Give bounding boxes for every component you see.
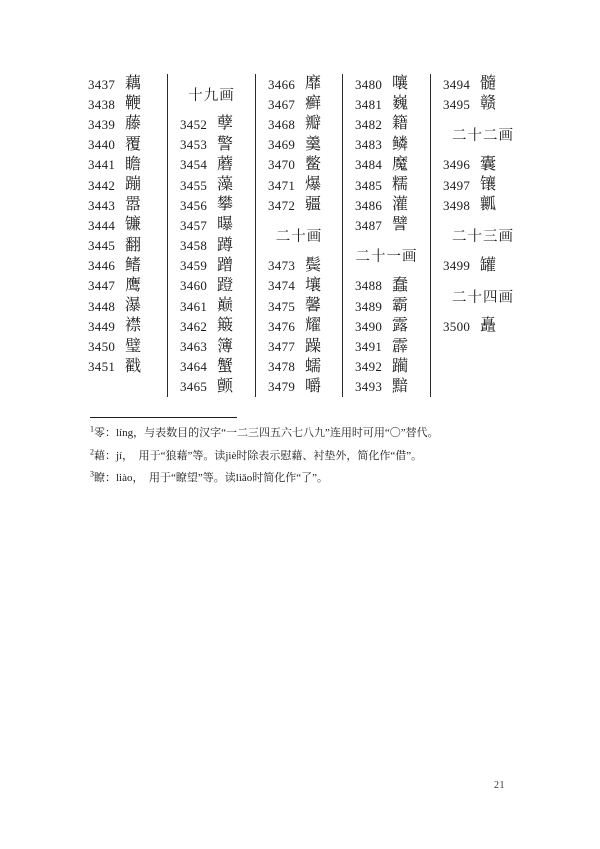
char-entry — [76, 74, 167, 94]
entry-character: 疆 — [305, 196, 322, 214]
entry-character: 蹦 — [125, 176, 142, 194]
entry-character: 孽 — [217, 115, 234, 133]
char-entry — [76, 316, 167, 336]
entry-number: 3482 — [355, 116, 383, 132]
table-column-3 — [256, 74, 343, 397]
entry-number: 3477 — [268, 339, 296, 355]
entry-character: 鳖 — [305, 155, 322, 173]
footnote-marker: 2 — [90, 446, 94, 456]
entry-character: 瞻 — [125, 155, 142, 173]
entry-character: 巅 — [217, 297, 234, 315]
stroke-count-header: 二十四画 — [452, 289, 514, 306]
char-entry — [168, 377, 255, 397]
footnote-marker: 1 — [90, 424, 94, 434]
entry-number: 3480 — [355, 76, 383, 92]
entry-character: 镰 — [125, 216, 142, 234]
entry-character: 髓 — [480, 75, 497, 93]
entry-number: 3492 — [355, 359, 383, 375]
char-entry — [343, 276, 430, 296]
entry-number: 3459 — [180, 258, 208, 274]
footnote-text: 瞭：liào， 用于“瞭望”等。读liǎo时简化作“了”。 — [94, 472, 329, 484]
entry-number: 3453 — [180, 137, 208, 153]
entry-number: 3468 — [268, 116, 296, 132]
entry-number: 3455 — [180, 177, 208, 193]
entry-character: 蹬 — [217, 276, 234, 294]
entry-character: 魔 — [392, 155, 409, 173]
entry-character: 警 — [217, 135, 234, 153]
stroke-count-header: 二十画 — [275, 229, 323, 245]
footnotes — [90, 422, 550, 490]
entry-number: 3478 — [268, 359, 296, 375]
entry-character: 鬓 — [305, 256, 322, 274]
table-column-1 — [76, 74, 168, 397]
entry-number: 3442 — [88, 177, 116, 193]
char-entry — [343, 74, 430, 94]
entry-character: 囊 — [480, 155, 497, 173]
char-entry — [168, 114, 255, 134]
char-entry — [343, 195, 430, 215]
entry-number: 3452 — [180, 116, 208, 132]
entry-number: 3440 — [88, 137, 116, 153]
entry-character: 馨 — [305, 297, 322, 315]
entry-number: 3456 — [180, 197, 208, 213]
entry-character: 罐 — [480, 256, 497, 274]
entry-number: 3437 — [88, 76, 116, 92]
entry-number: 3458 — [180, 238, 208, 254]
entry-number: 3469 — [268, 137, 296, 153]
entry-character: 颤 — [217, 377, 234, 395]
char-entry — [256, 316, 342, 336]
entry-character: 嚷 — [392, 75, 409, 93]
footnote-line — [90, 467, 550, 490]
entry-character: 露 — [392, 317, 409, 335]
entry-character: 躏 — [392, 357, 409, 375]
entry-character: 覆 — [125, 135, 142, 153]
char-entry — [76, 256, 167, 276]
entry-character: 蹭 — [217, 256, 234, 274]
entry-number: 3493 — [355, 379, 383, 395]
entry-number: 3483 — [355, 137, 383, 153]
char-entry — [343, 94, 430, 114]
entry-number: 3449 — [88, 318, 116, 334]
entry-number: 3438 — [88, 96, 116, 112]
char-entry — [343, 336, 430, 356]
entry-number: 3473 — [268, 258, 296, 274]
entry-number: 3444 — [88, 217, 116, 233]
char-entry — [343, 155, 430, 175]
entry-character: 攀 — [217, 196, 234, 214]
char-entry — [168, 276, 255, 296]
entry-number: 3443 — [88, 197, 116, 213]
entry-character: 镶 — [480, 176, 497, 194]
entry-character: 譬 — [392, 216, 409, 234]
entry-number: 3500 — [443, 318, 471, 334]
char-entry — [76, 296, 167, 316]
entry-number: 3446 — [88, 258, 116, 274]
char-entry — [343, 296, 430, 316]
stroke-count-header: 二十三画 — [452, 229, 514, 246]
char-entry — [168, 215, 255, 235]
entry-character: 鳍 — [125, 256, 142, 274]
table-column-4 — [343, 74, 431, 397]
entry-number: 3475 — [268, 298, 296, 314]
char-entry — [343, 316, 430, 336]
entry-character: 璧 — [125, 337, 142, 355]
footnote-text: 藉：jí， 用于“狼藉”等。读jiè时除表示慰藉、衬垫外，简化作“借”。 — [94, 449, 423, 462]
entry-number: 3463 — [180, 339, 208, 355]
entry-character: 爆 — [305, 176, 322, 194]
footnote-text: 零：líng，与表数目的汉字“一二三四五六七八九”连用时可用“〇”替代。 — [94, 427, 439, 439]
entry-character: 蠕 — [305, 357, 322, 375]
char-entry — [76, 336, 167, 356]
entry-character: 霸 — [392, 297, 409, 315]
entry-character: 巍 — [392, 95, 409, 113]
entry-number: 3487 — [355, 217, 383, 233]
entry-character: 壤 — [305, 276, 322, 294]
entry-character: 嚣 — [125, 196, 142, 214]
char-entry — [431, 195, 535, 215]
char-entry — [256, 357, 342, 377]
char-entry — [76, 215, 167, 235]
entry-number: 3462 — [180, 318, 208, 334]
entry-number: 3499 — [443, 258, 471, 274]
entry-number: 3474 — [268, 278, 296, 294]
entry-character: 藤 — [125, 115, 142, 133]
char-entry — [431, 74, 535, 94]
entry-number: 3486 — [355, 197, 383, 213]
char-entry — [76, 155, 167, 175]
entry-number: 3495 — [443, 96, 471, 112]
entry-number: 3481 — [355, 96, 383, 112]
entry-number: 3491 — [355, 339, 383, 355]
char-entry — [431, 175, 535, 195]
char-entry — [168, 296, 255, 316]
character-table — [76, 74, 535, 397]
char-entry — [343, 114, 430, 134]
char-entry — [168, 316, 255, 336]
char-entry — [76, 357, 167, 377]
entry-character: 蹲 — [217, 236, 234, 254]
char-entry — [76, 195, 167, 215]
entry-number: 3457 — [180, 217, 208, 233]
entry-character: 糯 — [392, 176, 409, 194]
entry-character: 籍 — [392, 115, 409, 133]
entry-character: 曝 — [217, 216, 234, 234]
entry-character: 靡 — [305, 75, 322, 93]
entry-number: 3496 — [443, 157, 471, 173]
char-entry — [256, 175, 342, 195]
entry-number: 3498 — [443, 197, 471, 213]
footnote-marker: 3 — [90, 469, 94, 479]
entry-character: 簿 — [217, 337, 234, 355]
entry-number: 3467 — [268, 96, 296, 112]
char-entry — [76, 114, 167, 134]
entry-character: 瓤 — [480, 196, 497, 214]
entry-number: 3471 — [268, 177, 296, 193]
entry-character: 羹 — [305, 135, 322, 153]
entry-character: 瓣 — [305, 115, 322, 133]
entry-character: 鞭 — [125, 95, 142, 113]
char-entry — [256, 94, 342, 114]
entry-number: 3461 — [180, 298, 208, 314]
table-column-2 — [168, 74, 256, 397]
entry-number: 3445 — [88, 238, 116, 254]
entry-number: 3464 — [180, 359, 208, 375]
char-entry — [256, 135, 342, 155]
footnote-line — [90, 445, 550, 468]
entry-character: 簸 — [217, 317, 234, 335]
char-entry — [76, 135, 167, 155]
entry-character: 蟹 — [217, 357, 234, 375]
char-entry — [76, 236, 167, 256]
char-entry — [76, 175, 167, 195]
entry-number: 3472 — [268, 197, 296, 213]
char-entry — [168, 256, 255, 276]
entry-character: 戳 — [125, 357, 142, 375]
char-entry — [343, 215, 430, 235]
char-entry — [256, 114, 342, 134]
entry-character: 藕 — [125, 75, 142, 93]
entry-character: 癣 — [305, 95, 322, 113]
char-entry — [431, 94, 535, 114]
char-entry — [76, 276, 167, 296]
char-entry — [256, 296, 342, 316]
footnote-divider — [90, 417, 237, 418]
entry-character: 嚼 — [305, 377, 322, 395]
char-entry — [256, 256, 342, 276]
entry-number: 3470 — [268, 157, 296, 173]
entry-character: 耀 — [305, 317, 322, 335]
entry-number: 3497 — [443, 177, 471, 193]
char-entry — [431, 316, 535, 336]
entry-character: 襟 — [125, 317, 142, 335]
entry-character: 黯 — [392, 377, 409, 395]
char-entry — [343, 357, 430, 377]
stroke-count-header: 二十一画 — [355, 249, 418, 266]
char-entry — [343, 175, 430, 195]
stroke-count-header: 二十二画 — [452, 128, 514, 145]
char-entry — [168, 175, 255, 195]
entry-character: 灌 — [392, 196, 409, 214]
char-entry — [343, 377, 430, 397]
entry-number: 3447 — [88, 278, 116, 294]
entry-number: 3460 — [180, 278, 208, 294]
entry-number: 3466 — [268, 76, 296, 92]
entry-character: 鹰 — [125, 276, 142, 294]
char-entry — [431, 256, 535, 276]
char-entry — [256, 195, 342, 215]
table-column-5 — [431, 74, 535, 397]
char-entry — [256, 336, 342, 356]
entry-character: 蠢 — [392, 276, 409, 294]
page-number: 21 — [494, 780, 505, 791]
char-entry — [256, 276, 342, 296]
char-entry — [256, 377, 342, 397]
entry-number: 3451 — [88, 359, 116, 375]
char-entry — [168, 336, 255, 356]
entry-character: 霹 — [392, 337, 409, 355]
entry-number: 3489 — [355, 298, 383, 314]
char-entry — [168, 357, 255, 377]
footnote-line — [90, 422, 550, 445]
char-entry — [256, 155, 342, 175]
entry-number: 3454 — [180, 157, 208, 173]
entry-number: 3448 — [88, 298, 116, 314]
entry-number: 3476 — [268, 318, 296, 334]
char-entry — [256, 74, 342, 94]
char-entry — [168, 135, 255, 155]
entry-number: 3485 — [355, 177, 383, 193]
entry-character: 鳞 — [392, 135, 409, 153]
entry-number: 3490 — [355, 318, 383, 334]
entry-character: 瀑 — [125, 297, 142, 315]
char-entry — [76, 94, 167, 114]
entry-number: 3479 — [268, 379, 296, 395]
entry-character: 翻 — [125, 236, 142, 254]
entry-number: 3494 — [443, 76, 471, 92]
char-entry — [431, 155, 535, 175]
entry-number: 3484 — [355, 157, 383, 173]
char-entry — [168, 195, 255, 215]
char-entry — [168, 155, 255, 175]
entry-character: 躁 — [305, 337, 322, 355]
entry-character: 蘑 — [217, 155, 234, 173]
entry-number: 3488 — [355, 278, 383, 294]
char-entry — [168, 236, 255, 256]
entry-character: 矗 — [480, 317, 497, 335]
stroke-count-header: 十九画 — [188, 87, 235, 104]
char-entry — [343, 135, 430, 155]
entry-number: 3439 — [88, 116, 116, 132]
entry-character: 藻 — [217, 176, 234, 194]
entry-number: 3465 — [180, 379, 208, 395]
entry-number: 3450 — [88, 339, 116, 355]
entry-number: 3441 — [88, 157, 116, 173]
entry-character: 赣 — [480, 95, 497, 113]
